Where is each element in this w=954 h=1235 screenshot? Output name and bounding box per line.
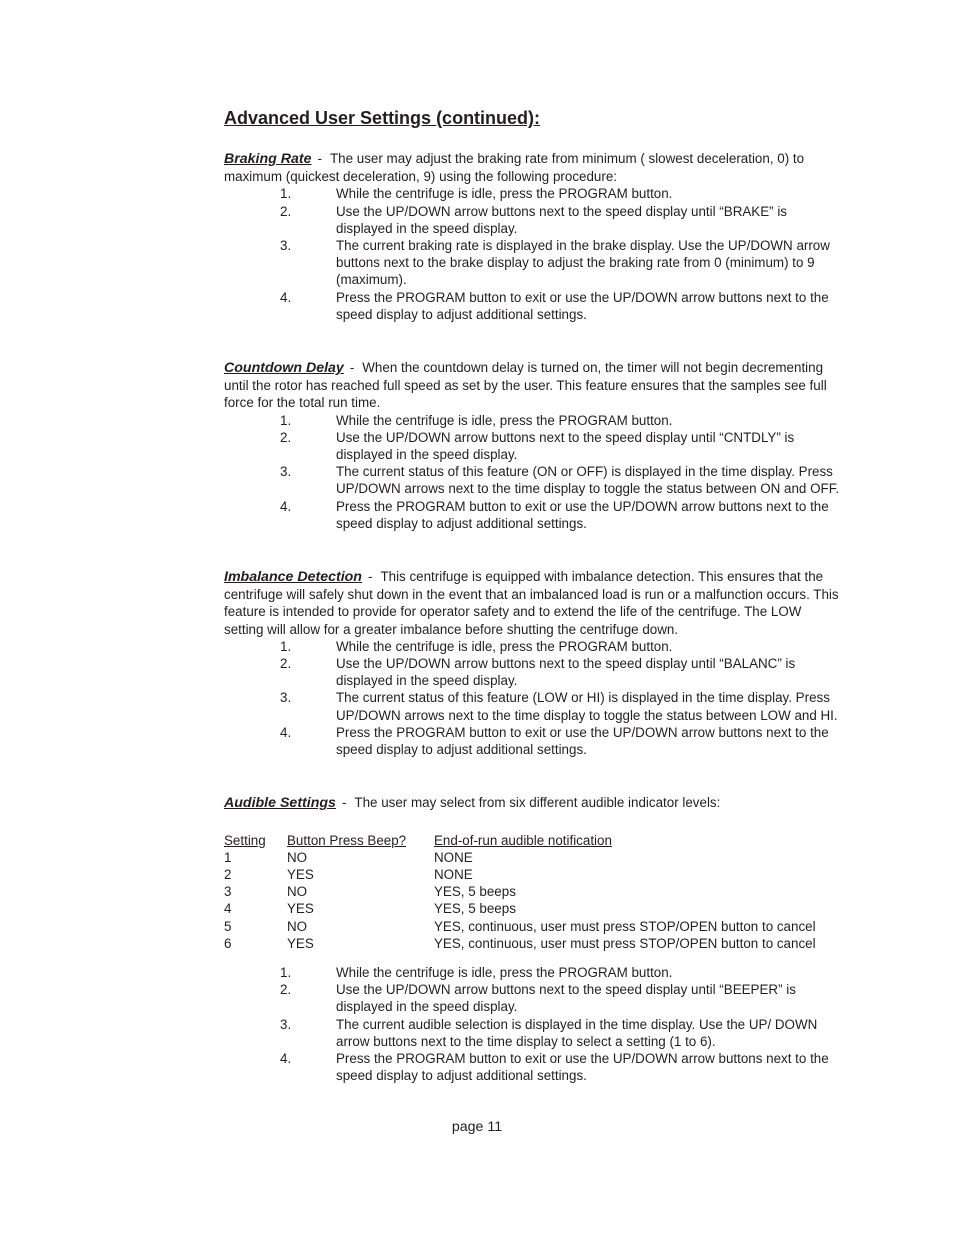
column-header: Button Press Beep? — [287, 832, 407, 848]
table-cell: YES, 5 beeps — [434, 884, 516, 900]
section-heading: Braking Rate — [224, 151, 312, 167]
step-text: Use the UP/DOWN arrow buttons next to the speed display until “BRAKE” is displayed in the speed display. — [336, 203, 788, 236]
step-text: While the centrifuge is idle, press the PROGRAM button. — [336, 186, 673, 202]
table-cell: YES, continuous, user must press STOP/OPEN button to cancel — [434, 935, 816, 951]
step-number: 4. — [280, 1050, 292, 1066]
list-item — [224, 981, 844, 1015]
table-cell: NONE — [434, 866, 473, 882]
step-number: 1. — [280, 186, 292, 202]
list-item — [224, 638, 844, 655]
step-text: The current status of this feature (ON or OFF) is displayed in the time display. Press UP/DOWN arrows next to the time display to toggle the status between ON and OFF. — [336, 464, 840, 497]
step-number: 3. — [280, 1016, 292, 1032]
section-heading: Audible Settings — [224, 795, 336, 812]
procedure-list — [224, 412, 844, 532]
step-number: 2. — [280, 203, 292, 219]
list-item — [224, 1016, 844, 1050]
step-text: The current audible selection is displayed in the time display. Use the UP/ DOWN arrow buttons next to the time display to select a setting (1 to 6). — [336, 1016, 818, 1049]
step-text: The current braking rate is displayed in the brake display. Use the UP/DOWN arrow buttons next to the brake display to adjust the braking rate from 0 (minimum) to 9 (maximum). — [336, 238, 830, 288]
table-cell: YES — [287, 866, 314, 882]
audible-settings-table — [224, 832, 816, 952]
table-cell: NO — [287, 884, 308, 900]
table-cell: 6 — [224, 935, 232, 951]
procedure-list — [224, 185, 844, 323]
page-title: Advanced User Settings (continued): — [224, 108, 541, 128]
table-cell: 4 — [224, 901, 232, 917]
table-cell: 5 — [224, 918, 232, 934]
list-item — [224, 412, 844, 429]
procedure-list — [224, 638, 844, 758]
section-intro-text: The user may adjust the braking rate from minimum ( slowest deceleration, 0) to maximum (quickest deceleration, 9) using the following procedure: — [224, 151, 805, 185]
table-header-row — [224, 832, 816, 849]
step-number: 2. — [280, 429, 292, 445]
list-item — [224, 289, 844, 323]
step-text: Use the UP/DOWN arrow buttons next to the speed display until “BALANC” is displayed in the speed display. — [336, 656, 796, 689]
table-row — [224, 883, 816, 900]
list-item — [224, 203, 844, 237]
table-cell: 1 — [224, 849, 232, 865]
separator: - — [349, 360, 355, 376]
list-item — [224, 1050, 844, 1084]
table-cell: YES, 5 beeps — [434, 901, 516, 917]
table-cell: YES, continuous, user must press STOP/OPEN button to cancel — [434, 918, 816, 934]
table-row — [224, 849, 816, 866]
step-text: Press the PROGRAM button to exit or use the UP/DOWN arrow buttons next to the speed display to adjust additional settings. — [336, 1050, 829, 1084]
list-item — [224, 964, 844, 981]
section-intro-text: This centrifuge is equipped with imbalance detection. This ensures that the centrifuge will safely shut down in the event that an imbalanced load is run or a malfunction occurs. This feature is intended to provide for operator safety and to extend the life of the centrifuge. The LOW setting will allow for a greater imbalance before shutting the centrifuge down. — [224, 569, 839, 637]
procedure-list — [224, 964, 844, 1084]
step-number: 2. — [280, 982, 292, 998]
section-heading: Imbalance Detection — [224, 569, 362, 586]
step-text: While the centrifuge is idle, press the PROGRAM button. — [336, 964, 673, 980]
list-item — [224, 185, 844, 202]
table-cell: YES — [287, 935, 314, 951]
section-audible-settings — [224, 794, 844, 1084]
step-text: Press the PROGRAM button to exit or use the UP/DOWN arrow buttons next to the speed display to adjust additional settings. — [336, 498, 829, 531]
table-cell: NO — [287, 918, 308, 934]
step-number: 2. — [280, 656, 292, 672]
step-number: 3. — [280, 238, 292, 254]
step-text: Use the UP/DOWN arrow buttons next to the speed display until “BEEPER” is displayed in the speed display. — [336, 982, 796, 1015]
step-text: While the centrifuge is idle, press the PROGRAM button. — [336, 412, 673, 428]
list-item — [224, 689, 844, 723]
section-heading: Countdown Delay — [224, 360, 344, 377]
step-number: 3. — [280, 464, 292, 480]
table-cell: 3 — [224, 884, 232, 900]
document-page — [224, 106, 844, 1084]
list-item — [224, 724, 844, 758]
table-cell: 2 — [224, 866, 232, 882]
list-item — [224, 498, 844, 532]
table-cell: NO — [287, 849, 308, 865]
step-text: Press the PROGRAM button to exit or use the UP/DOWN arrow buttons next to the speed display to adjust additional settings. — [336, 724, 829, 758]
section-intro-text: The user may select from six different audible indicator levels: — [354, 795, 721, 811]
list-item — [224, 655, 844, 689]
separator: - — [317, 151, 322, 166]
table-row — [224, 900, 816, 917]
column-header: End-of-run audible notification — [434, 832, 612, 848]
separator: - — [341, 795, 347, 811]
section-intro-text: When the countdown delay is turned on, the timer will not begin decrementing until the rotor has reached full speed as set by the user. This feature ensures that the samples see full force for the total run time. — [224, 360, 827, 411]
table-cell: YES — [287, 901, 314, 917]
section-intro — [224, 150, 844, 185]
page-number: page 11 — [451, 1119, 503, 1135]
table-row — [224, 866, 816, 883]
list-item — [224, 463, 844, 497]
list-item — [224, 429, 844, 463]
section-intro — [224, 794, 844, 812]
step-number: 3. — [280, 690, 292, 706]
section-braking-rate — [224, 150, 844, 323]
table-row — [224, 935, 816, 952]
section-intro — [224, 359, 844, 412]
step-text: Use the UP/DOWN arrow buttons next to the speed display until “CNTDLY” is displayed in the speed display. — [336, 429, 795, 463]
section-intro — [224, 568, 844, 638]
column-header: Setting — [224, 832, 266, 848]
section-imbalance-detection — [224, 568, 844, 758]
step-text: While the centrifuge is idle, press the PROGRAM button. — [336, 638, 673, 654]
step-number: 1. — [280, 638, 292, 654]
step-number: 4. — [280, 724, 292, 740]
step-number: 1. — [280, 964, 292, 980]
separator: - — [367, 569, 373, 585]
step-text: The current status of this feature (LOW or HI) is displayed in the time display. Press UP/DOWN arrows next to the time display to toggle the status between LOW and HI. — [336, 690, 838, 723]
table-row — [224, 918, 816, 935]
step-number: 1. — [280, 412, 292, 428]
section-countdown-delay — [224, 359, 844, 532]
list-item — [224, 237, 844, 289]
table-cell: NONE — [434, 849, 473, 865]
step-text: Press the PROGRAM button to exit or use the UP/DOWN arrow buttons next to the speed display to adjust additional settings. — [336, 289, 829, 322]
step-number: 4. — [280, 498, 292, 514]
step-number: 4. — [280, 289, 292, 305]
